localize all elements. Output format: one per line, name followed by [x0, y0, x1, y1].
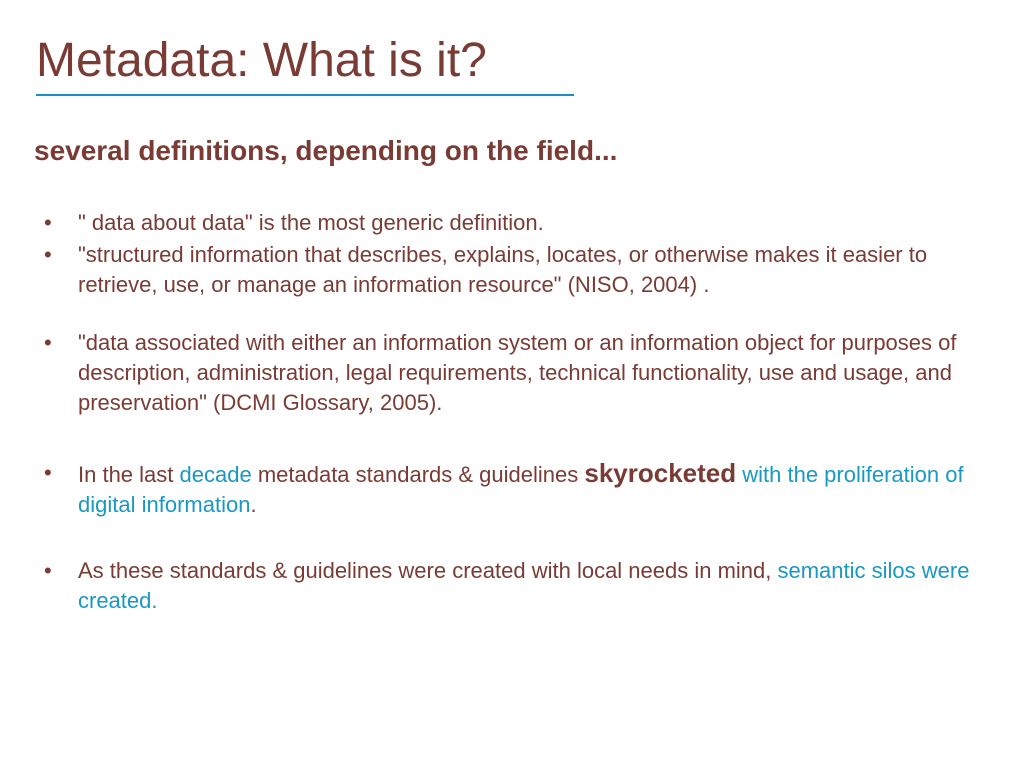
bullet-text-part: In the last	[78, 462, 180, 487]
bullet-text-part: metadata standards & guidelines	[251, 462, 585, 487]
bullet-item	[44, 556, 994, 616]
emphasis-skyrocketed: skyrocketed	[584, 458, 737, 488]
bullet-text: "structured information that describes, explains, locates, or otherwise makes it easier to retrieve, use, or manage an information resource" (NISO, 2004) .	[78, 242, 928, 297]
bullet-list	[44, 208, 994, 616]
highlight-decade: decade	[179, 462, 252, 487]
bullet-dot: •	[44, 558, 52, 583]
bullet-dot: •	[44, 460, 52, 485]
title-underline	[36, 94, 574, 96]
bullet-text: " data about data" is the most generic definition.	[78, 210, 544, 235]
bullet-text-part: .	[250, 492, 257, 517]
bullet-item	[44, 328, 994, 418]
slide-subtitle: several definitions, depending on the field...	[34, 135, 618, 166]
bullet-dot: •	[44, 242, 52, 267]
bullet-item	[44, 208, 994, 238]
bullet-text: "data associated with either an information system or an information object for purposes of description, administration, legal requirements, technical functionality, use and usage, and preservation" (DCMI Glossary, 2005).	[78, 330, 957, 415]
bullet-dot: •	[44, 330, 52, 355]
bullet-item	[44, 458, 994, 520]
bullet-dot: •	[44, 210, 52, 235]
bullet-text-part: As these standards & guidelines were created with local needs in mind,	[78, 558, 778, 583]
slide-title: Metadata: What is it?	[36, 34, 487, 87]
bullet-item	[44, 240, 994, 300]
highlight-proliferation: with the proliferation of digital information	[78, 462, 964, 517]
highlight-semantic-silos: semantic silos were created.	[78, 558, 970, 613]
